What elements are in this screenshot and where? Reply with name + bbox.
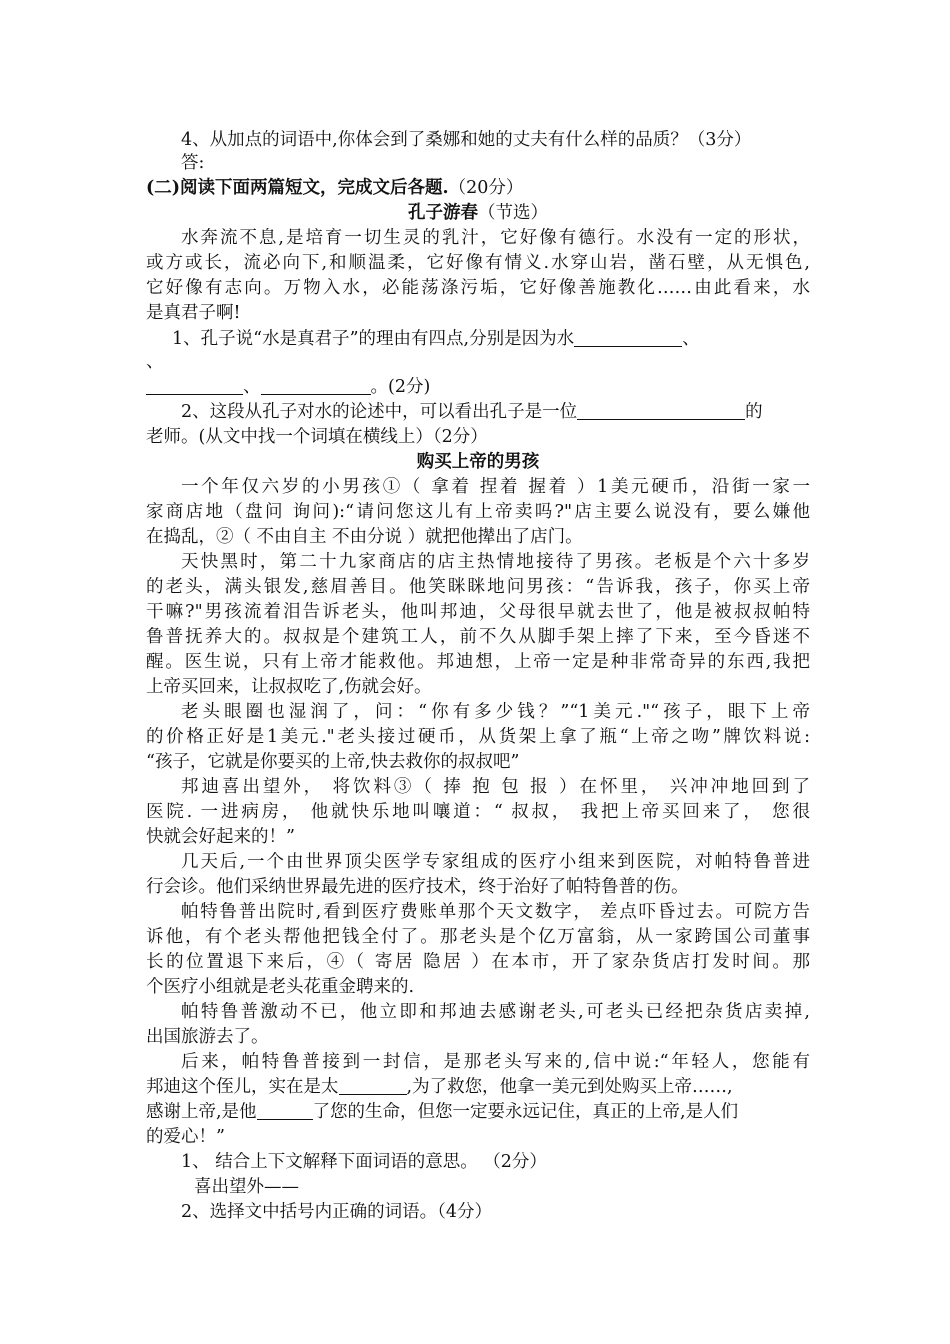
passage2-title: 购买上帝的男孩 [416,452,540,472]
passage2-text: 感谢上帝,是他 [146,1102,257,1122]
passage2-line: 一个年仅六岁的小男孩①（ 拿着 捏着 握着 ）1美元硬币，沿街一家一 [181,477,810,497]
passage2-question-1-word: 喜出望外—— [194,1177,299,1197]
passage2-question-2: 2、选择文中括号内正确的词语。（4分） [181,1202,493,1222]
passage1-title-line [146,201,810,226]
passage2-text: ,为了救您，他拿一美元到处购买上帝……, [406,1077,733,1097]
answer-blank[interactable] [146,376,243,395]
passage2-line: 鲁普抚养大的。叔叔是个建筑工人，前不久从脚手架上摔了下来，至今昏迷不 [146,627,810,647]
answer-blank[interactable] [574,328,682,347]
passage2-line: 医院. 一进病房， 他就快乐地叫嚷道：“ 叔叔， 我把上帝买回来了， 您很 [146,802,810,822]
passage2-line: 长的位置退下来后，④（ 寄居 隐居 ）在本市，开了家杂货店打发时间。那 [146,952,810,972]
passage1-question-1 [172,327,836,352]
q1-sep: 、 [243,377,261,397]
question-4: 4、从加点的词语中,你体会到了桑娜和她的丈夫有什么样的品质？（3分） [181,130,752,150]
passage2-line: 帕特鲁普激动不已，他立即和邦迪去感谢老头,可老头已经把杂货店卖掉, [181,1002,810,1022]
answer-blank[interactable] [257,1101,313,1120]
section-score: （20分） [448,178,524,198]
passage1-line: 它好像有志向。万物入水，必能荡涤污垢，它好像善施教化……由此看来，水 [146,278,810,298]
passage2-line: 在捣乱，②（ 不由自主 不由分说 ）就把他撵出了店门。 [146,527,583,547]
passage2-text: 邦迪这个侄儿，实在是太 [146,1077,339,1097]
passage2-line: “孩子，它就是你要买的上帝,快去救你的叔叔吧” [146,752,520,772]
passage2-line: 个医疗小组就是老头花重金聘来的. [146,977,415,997]
passage1-question-1-cont [146,375,810,400]
passage2-text: 了您的生命，但您一定要永远记住，真正的上帝,是人们 [312,1102,739,1122]
passage1-question-2-cont: 老师。(从文中找一个词填在横线上）（2分） [146,427,488,447]
passage1-line: 水奔流不息,是培育一切生灵的乳汁，它好像有德行。水没有一定的形状， [181,228,810,248]
passage2-question-1: 1、 结合上下文解释下面词语的意思。 （2分） [181,1152,547,1172]
passage2-line: 诉他，有个老头帮他把钱全付了。那老头是个亿万富翁，从一家跨国公司董事 [146,927,810,947]
passage2-line: 几天后,一个由世界顶尖医学专家组成的医疗小组来到医院，对帕特鲁普进 [181,852,810,872]
q2-end: 的 [745,402,763,422]
passage2-line: 帕特鲁普出院时,看到医疗费账单那个天文数字， 差点吓昏过去。可院方告 [181,902,810,922]
answer-blank[interactable] [339,1076,407,1095]
passage2-line: 醒。医生说，只有上帝才能救他。邦迪想，上帝一定是种非常奇异的东西,我把 [146,652,810,672]
passage1-title-note: （节选） [478,203,548,223]
passage1-line: 或方或长，流必向下,和顺温柔，它好像有情义.水穿山岩，凿石壁，从无惧色, [146,253,810,273]
passage2-line: 后来，帕特鲁普接到一封信，是那老头写来的,信中说:“年轻人，您能有 [181,1052,810,1072]
passage2-line: 的老头，满头银发,慈眉善目。他笑眯眯地问男孩：“告诉我，孩子，你买上帝 [146,577,810,597]
passage2-line: 行会诊。他们采纳世界最先进的医疗技术，终于治好了帕特鲁普的伤。 [146,877,689,897]
passage2-line: 家商店地（盘问 询问):“请问您这儿有上帝卖吗?"店主要么说没有，要么嫌他 [146,502,810,522]
section-heading [146,176,810,201]
passage2-line-with-blank [146,1100,810,1125]
q1-sep: 、 [682,329,700,349]
passage2-line: 邦迪喜出望外， 将饮料③（ 捧 抱 包 报 ）在怀里， 兴冲冲地回到了 [181,777,810,797]
q1-sep-line: 、 [146,352,164,372]
passage2-line: 的爱心！” [146,1127,225,1147]
passage2-line: 的价格正好是1美元."老头接过硬币，从货架上拿了瓶“上帝之吻”牌饮料说: [146,727,810,747]
q1-text: 1、孔子说“水是真君子”的理由有四点,分别是因为水 [172,329,575,349]
passage2-line: 干嘛?"男孩流着泪告诉老头，他叫邦迪，父母很早就去世了，他是被叔叔帕特 [146,602,810,622]
passage1-title: 孔子游春 [408,203,478,223]
passage2-line: 出国旅游去了。 [146,1027,269,1047]
section-heading-text: (二)阅读下面两篇短文，完成文后各题. [146,178,449,198]
passage2-line-with-blank [146,1075,810,1100]
passage2-line: 老头眼圈也湿润了，问：“你有多少钱？”“1美元."“孩子，眼下上帝 [181,702,810,722]
q2-text: 2、这段从孔子对水的论述中，可以看出孔子是一位 [181,402,578,422]
passage1-question-2 [181,400,810,425]
answer-label: 答: [181,153,205,173]
passage1-line: 是真君子啊! [146,303,241,323]
q1-end: 。(2分) [370,377,431,397]
answer-blank[interactable] [577,401,745,420]
passage2-line: 快就会好起来的！” [146,827,295,847]
answer-blank[interactable] [261,376,371,395]
passage2-line: 天快黑时，第二十九家商店的店主热情地接待了男孩。老板是个六十多岁 [181,552,810,572]
passage2-line: 上帝买回来，让叔叔吃了,伤就会好。 [146,677,432,697]
